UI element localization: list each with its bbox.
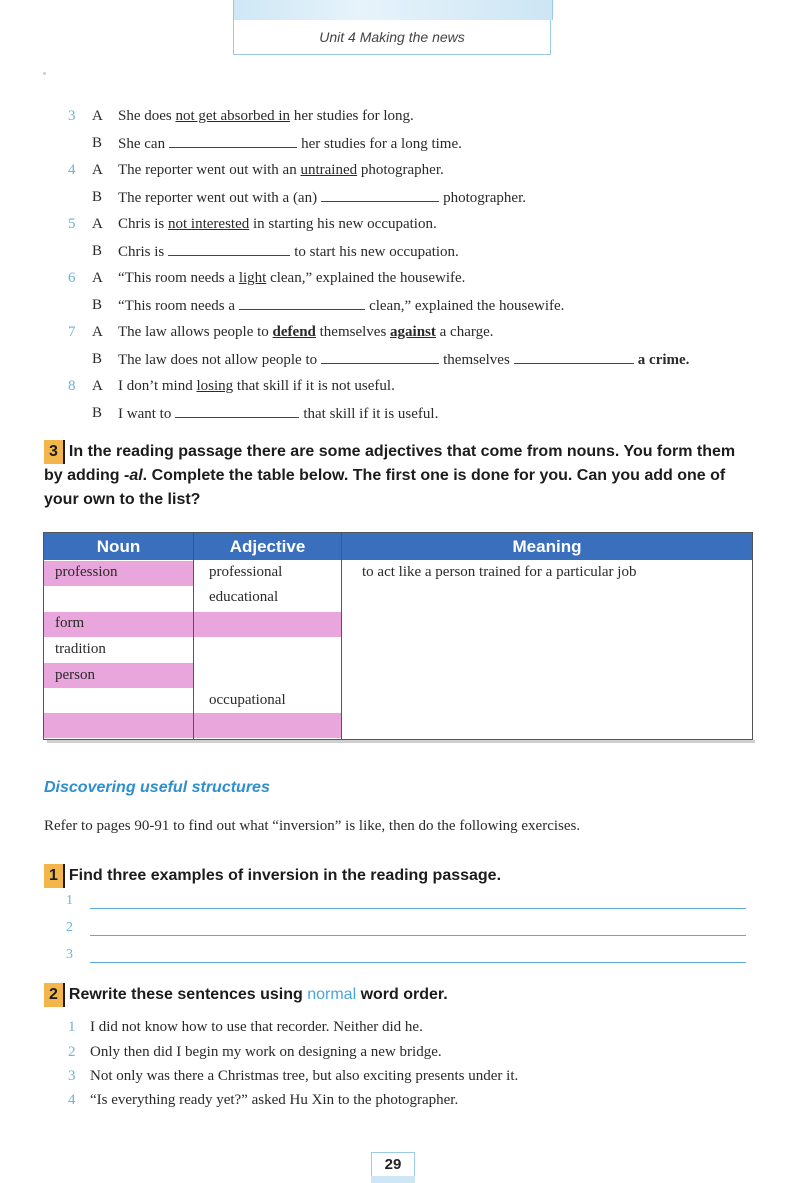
task2-badge: 2 [44, 983, 65, 1007]
column-header-adjective: Adjective [229, 537, 306, 556]
header-band [233, 0, 553, 20]
table-cell: form [55, 615, 85, 631]
answer-blank[interactable] [514, 351, 634, 364]
answer-line[interactable]: 1 [66, 893, 746, 913]
table-cell: person [55, 667, 95, 683]
table-cell: educational [209, 589, 279, 605]
column-header-meaning: Meaning [512, 537, 582, 556]
adjective-table [43, 532, 751, 740]
answer-blank[interactable] [169, 135, 297, 148]
task1-instruction: 1 Find three examples of inversion in the reading passage. [44, 864, 756, 888]
page-number-band [371, 1176, 415, 1183]
answer-blank[interactable] [321, 189, 439, 202]
answer-line[interactable]: 2 [66, 920, 746, 940]
answer-blank[interactable] [321, 351, 439, 364]
table-cell: to act like a person trained for a particular job [362, 564, 637, 580]
table-cell: profession [55, 564, 118, 580]
table-cell: tradition [55, 641, 106, 657]
column-header-noun: Noun [96, 537, 141, 556]
task2-instruction: 2 Rewrite these sentences using normal word order. [44, 983, 756, 1007]
task3-instruction: 3 In the reading passage there are some adjectives that come from nouns. You form them by adding -al. Complete the table below. The first one is done for you. Can you add one of your own to the list? [44, 440, 756, 512]
section-title: Discovering useful structures [44, 779, 270, 796]
decorative-dot [43, 72, 46, 75]
answer-blank[interactable] [175, 405, 299, 418]
answer-line[interactable]: 3 [66, 947, 746, 967]
page-number: 29 [371, 1152, 415, 1177]
table-cell: occupational [209, 692, 286, 708]
answer-blank[interactable] [168, 243, 290, 256]
task1-badge: 1 [44, 864, 65, 888]
unit-title: Unit 4 Making the news [233, 20, 551, 55]
answer-blank[interactable] [239, 297, 365, 310]
table-cell: professional [209, 564, 283, 580]
refer-instruction: Refer to pages 90-91 to find out what “inversion” is like, then do the following exercises. [44, 818, 581, 834]
task3-badge: 3 [44, 440, 65, 464]
